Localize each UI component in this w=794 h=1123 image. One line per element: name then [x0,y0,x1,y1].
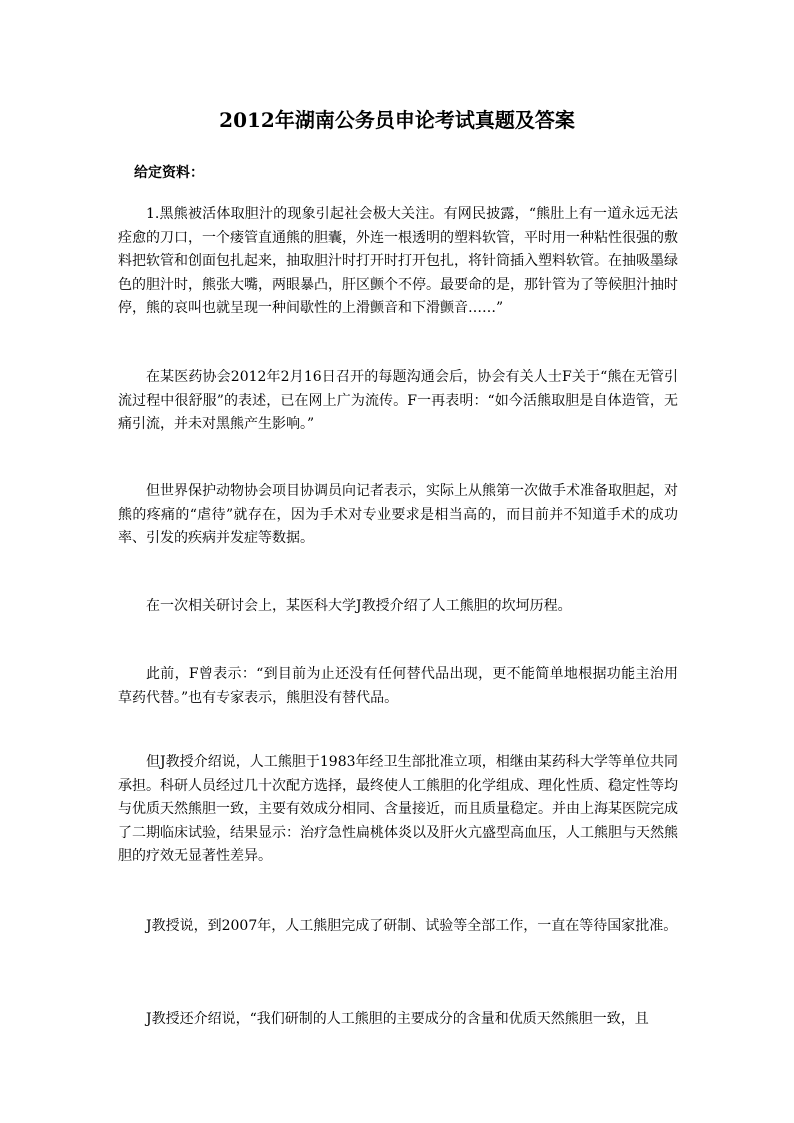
paragraph-1: 1.黑熊被活体取胆汁的现象引起社会极大关注。有网民披露，“熊肚上有一道永远无法痊愈的刀口，一个瘘管直通熊的胆囊，外连一根透明的塑料软管，平时用一种粘性很强的敷料把软管和创面包扎起来，抽取胆汁时打开时打开包扎，将针筒插入塑料软管。在抽吸墨绿色的胆汁时，熊张大嘴，两眼暴凸，肝区颤个不停。最要命的是，那针管为了等候胆汁抽时停，熊的哀叫也就呈现一种间歇性的上滑颤音和下滑颤音……” [118,206,678,316]
paragraph-8: J教授还介绍说，“我们研制的人工熊胆的主要成分的含量和优质天然熊胆一致，且 [146,1011,649,1027]
paragraph-2: 在某医药协会2012年2月16日召开的每题沟通会后，协会有关人士F关于“熊在无管引流过程中很舒服”的表述，已在网上广为流传。F一再表明：“如今活熊取胆是自体造管，无痛引流，并未对黑熊产生影响。” [118,369,678,432]
paragraph-5: 此前，F曾表示：“到目前为止还没有任何替代品出现，更不能简单地根据功能主治用草药代替。”也有专家表示，熊胆没有替代品。 [118,666,678,706]
paragraph-3: 但世界保护动物协会项目协调员向记者表示，实际上从熊第一次做手术准备取胆起，对熊的疼痛的“虐待”就存在，因为手术对专业要求是相当高的，而目前并不知道手术的成功率、引发的疾病并发症等数据。 [118,483,678,546]
paragraph-7: J教授说，到2007年，人工熊胆完成了研制、试验等全部工作，一直在等待国家批准。 [146,918,678,934]
paragraph-4: 在一次相关研讨会上，某医科大学J教授介绍了人工熊胆的坎坷历程。 [146,598,572,614]
document-title: 2012年湖南公务员申论考试真题及答案 [219,108,575,132]
paragraph-6: 但J教授介绍说，人工熊胆于1983年经卫生部批准立项，相继由某药科大学等单位共同承担。科研人员经过几十次配方选择，最终使人工熊胆的化学组成、理化性质、稳定性等均与优质天然熊胆一致，主要有效成分相同、含量接近，而且质量稳定。并由上海某医院完成了二期临床试验，结果显示：治疗急性扁桃体炎以及肝火亢盛型高血压，人工熊胆与天然熊胆的疗效无显著性差异。 [118,754,678,864]
section-label: 给定资料： [134,165,204,181]
